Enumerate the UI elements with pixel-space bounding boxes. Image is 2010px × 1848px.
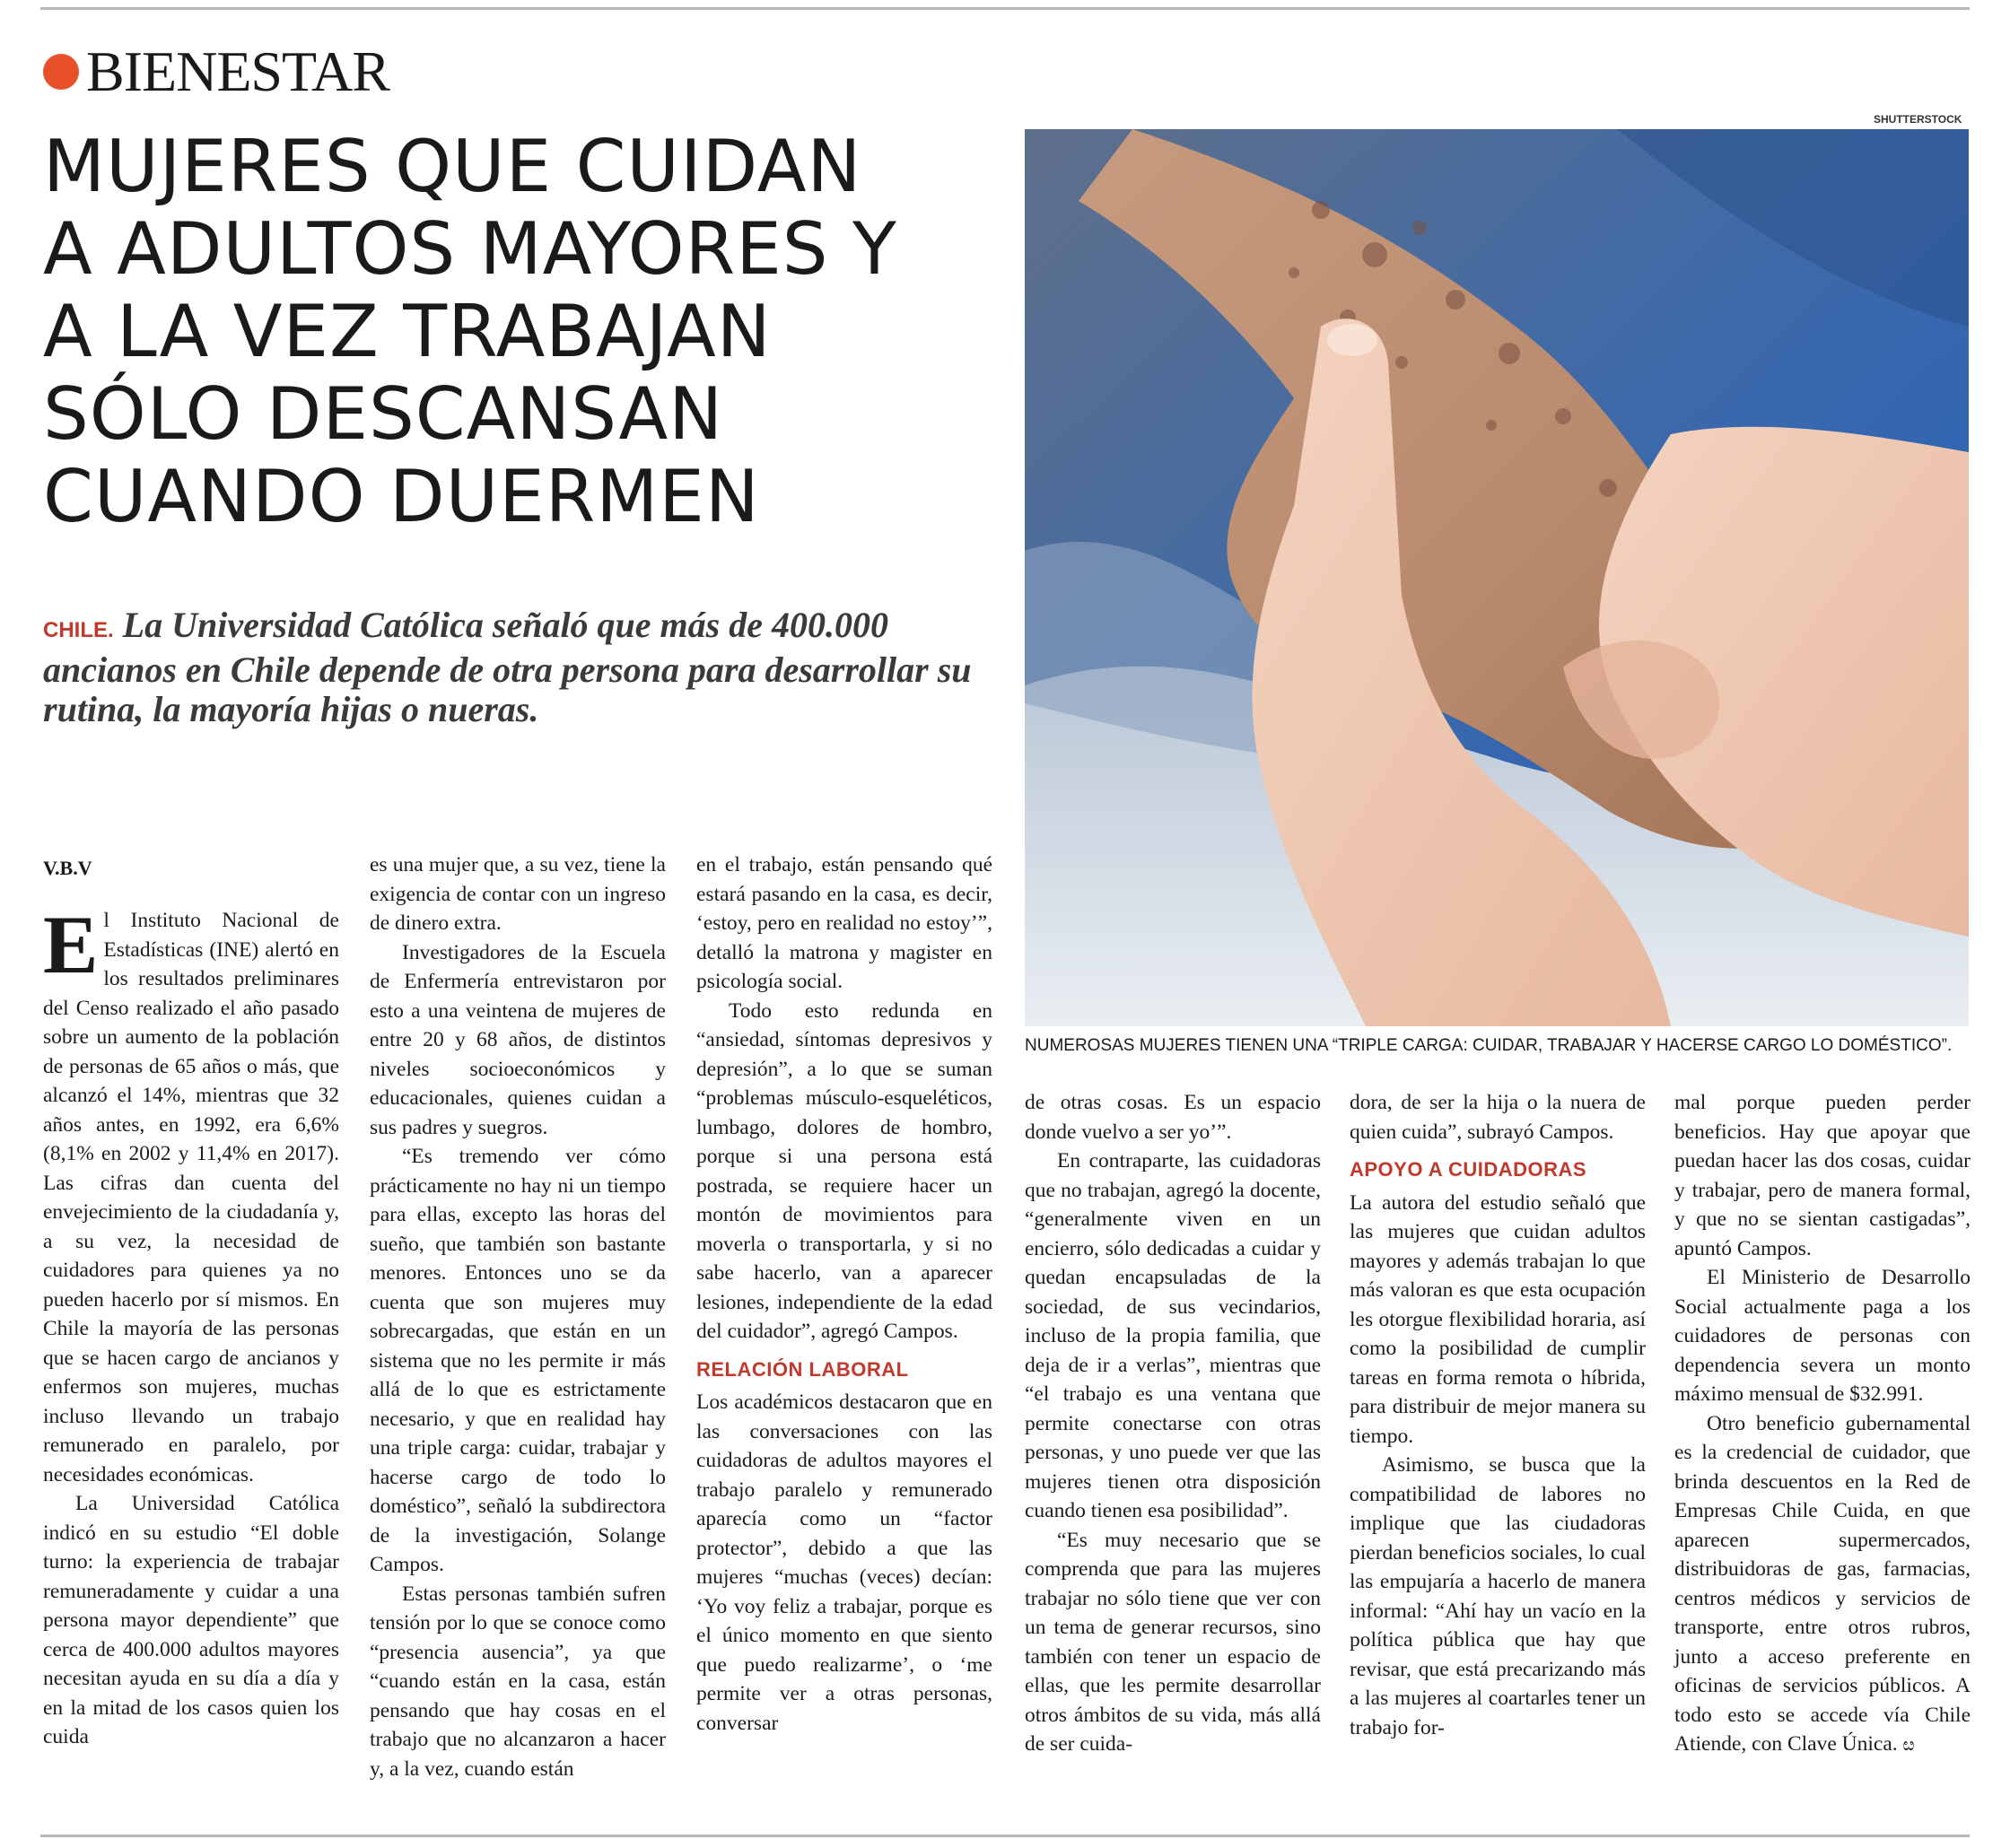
article-column-3 bbox=[696, 850, 992, 1738]
paragraph: es una mujer que, a su vez, tiene la exigencia de contar con un ingreso de dinero extra. bbox=[370, 853, 666, 935]
article-column-1 bbox=[43, 899, 339, 1752]
paragraph: Los académicos destacaron que en las conversaciones con las cuidadoras de adultos mayores el trabajo paralelo y remunerado aparecía como un “factor protector”, debido a que las mujeres “muchas (veces) decían: ‘Yo voy feliz a trabajar, porque es el único momento en que siento que puedo realizarme’, o ‘me permite ver a otras personas, conversar bbox=[696, 1390, 992, 1735]
paragraph: Asimismo, se busca que la compatibilidad de labores no implique que las ciudadoras pierdan beneficios sociales, lo cual las empujaría a hacerlo de manera informal: “Ahí hay un vacío en la política pública que hay que revisar, que está precarizando más a las mujeres al coartarles tener un trabajo for- bbox=[1350, 1453, 1646, 1739]
headline-line: CUANDO DUERMEN bbox=[43, 455, 760, 538]
photo-hands bbox=[1025, 129, 1969, 1026]
drop-cap: E bbox=[43, 899, 99, 990]
headline-line: MUJERES QUE CUIDAN bbox=[43, 125, 862, 208]
headline-line: SÓLO DESCANSAN bbox=[43, 372, 724, 456]
headline-line: A ADULTOS MAYORES Y bbox=[43, 207, 897, 291]
end-mark-icon: ೞ bbox=[1902, 1733, 1915, 1755]
paragraph: en el trabajo, están pensando qué estará pasando en la casa, es decir, ‘estoy, pero en realidad no estoy’”, detalló la matrona y magister en psicología social. bbox=[696, 853, 992, 993]
paragraph: Todo esto redunda en “ansiedad, síntomas depresivos y depresión”, a lo que se suman “problemas músculo-esqueléticos, lumbago, dolores de hombro, porque si una persona está postrada, se requiere hacer un montón de movimientos para moverla o transportarla, y si no sabe hacerlo, van a aparecer lesiones, independiente de la edad del cuidador”, agregó Campos. bbox=[696, 998, 992, 1343]
section-name: BIENESTAR bbox=[86, 39, 389, 103]
subhead-apoyo-a-cuidadoras: APOYO A CUIDADORAS bbox=[1350, 1158, 1587, 1181]
dek-text: La Universidad Católica señaló que más de 400.000 ancianos en Chile depende de otra persona para desarrollar su rutina, la mayoría hijas o nueras. bbox=[43, 605, 972, 729]
article-column-6 bbox=[1674, 1088, 1971, 1759]
article-column-4 bbox=[1025, 1088, 1321, 1759]
article-column-5 bbox=[1350, 1088, 1646, 1742]
photo-caption: NUMEROSAS MUJERES TIENEN UNA “TRIPLE CARGA: CUIDAR, TRABAJAR Y HACERSE CARGO LO DOMÉSTICO”. bbox=[1025, 1036, 1953, 1055]
paragraph: “Es tremendo ver cómo prácticamente no hay ni un tiempo para ellas, excepto las horas del sueño, que también son bastante menores. Entonces uno se da cuenta que son mujeres muy sobrecargadas, que están en un sistema que no les permite ir más allá de lo que es estrictamente necesario, y que en realidad hay una triple carga: cuidar, trabajar y hacerse cargo de todo lo doméstico”, señaló la subdirectora de la investigación, Solange Campos. bbox=[370, 1145, 666, 1576]
paragraph bbox=[1674, 1409, 1971, 1759]
byline: V.B.V bbox=[43, 857, 92, 879]
paragraph bbox=[43, 899, 339, 1489]
paragraph: La autora del estudio señaló que las mujeres que cuidan adultos mayores y además trabajan lo que más valoran es que esta ocupación les otorgue flexibilidad horaria, así como la posibilidad de cumplir tareas en forma remota o híbrida, para distribuir de mejor manera su tiempo. bbox=[1350, 1190, 1646, 1448]
paragraph: de otras cosas. Es un espacio donde vuelvo a ser yo’”. bbox=[1025, 1091, 1321, 1144]
dek bbox=[43, 606, 976, 729]
paragraph: Estas personas también sufren tensión por lo que se conoce como “presencia ausencia”, ya que “cuando están en la casa, están pensando que hay cosas en el trabajo que no alcanzaron a hacer y, a la vez, cuando están bbox=[370, 1582, 666, 1781]
paragraph: La Universidad Católica indicó en su estudio “El doble turno: la experiencia de trabajar remuneradamente y cuidar a una persona mayor dependiente” que cerca de 400.000 adultos mayores necesitan ayuda en su día a día y en la mitad de los casos quien los cuida bbox=[43, 1492, 339, 1748]
headline-line: A LA VEZ TRABAJAN bbox=[43, 290, 772, 373]
paragraph: dora, de ser la hija o la nuera de quien cuida”, subrayó Campos. bbox=[1350, 1091, 1646, 1144]
bottom-rule bbox=[40, 1835, 1970, 1837]
section-label bbox=[43, 36, 389, 108]
paragraph-text: l Instituto Nacional de Estadísticas (INE) alertó en los resultados preliminares del Censo realizado el año pasado sobre un aumento de la población de personas de 65 años o más, que alcanzó el 14%, mientras que 32 años antes, en 1992, era 6,6% (8,1% en 2002 y 11,4% en 2017). Las cifras dan cuenta del envejecimiento de la ciudadanía y, a su vez, la necesidad de cuidadores para quienes ya no pueden hacerlo por sí mismos. En Chile la mayoría de las personas que se hacen cargo de ancianos y enfermos son mujeres, muchas incluso llevando un trabajo remunerado en paralelo, por necesidades económicas. bbox=[43, 909, 339, 1486]
article-column-2 bbox=[370, 850, 666, 1783]
paragraph: El Ministerio de Desarrollo Social actualmente paga a los cuidadores de personas con dependencia severa un monto máximo mensual de $32.991. bbox=[1674, 1266, 1971, 1406]
paragraph: En contraparte, las cuidadoras que no trabajan, agregó la docente, “generalmente viven en un encierro, sólo dedicadas a cuidar y quedan encapsuladas de la sociedad, de sus vecindarios, incluso de la propia familia, que deja de ir a verlas”, mientras que “el trabajo es una ventana que permite conectarse con otras personas, y uno puede ver que las mujeres tienen otra disposición cuando tienen esa posibilidad”. bbox=[1025, 1149, 1321, 1522]
photo-credit: SHUTTERSTOCK bbox=[1874, 113, 1962, 126]
paragraph-text: Otro beneficio gubernamental es la credencial de cuidador, que brinda descuentos en la Red de Empresas Chile Cuida, en que aparecen supermercados, distribuidoras de gas, farmacias, centros médicos y servicios de transporte, entre otros rubros, junto a acceso preferente en oficinas de servicios públicos. A todo esto se accede vía Chile Atiende, con Clave Única. bbox=[1674, 1411, 1971, 1756]
section-dot-icon bbox=[43, 54, 79, 90]
paragraph: mal porque pueden perder beneficios. Hay que apoyar que puedan hacer las dos cosas, cuidar y trabajar, pero de manera formal, y que no se sientan castigadas”, apuntó Campos. bbox=[1674, 1091, 1971, 1260]
paragraph: “Es muy necesario que se comprenda que para las mujeres trabajar no sólo tiene que ver con un tema de generar recursos, sino también con tener un espacio de ellas, que les permite desarrollar otros ámbitos de su vida, más allá de ser cuida- bbox=[1025, 1528, 1321, 1756]
subhead-relacion-laboral: RELACIÓN LABORAL bbox=[696, 1357, 909, 1381]
dek-kicker: CHILE. bbox=[43, 618, 114, 642]
top-rule bbox=[40, 7, 1970, 10]
paragraph: Investigadores de la Escuela de Enfermería entrevistaron por esto a una veintena de mujeres de entre 20 y 68 años, de distintos niveles socioeconómicos y educacionales, quienes cuidan a sus padres y suegros. bbox=[370, 940, 666, 1139]
headline bbox=[43, 126, 1012, 538]
